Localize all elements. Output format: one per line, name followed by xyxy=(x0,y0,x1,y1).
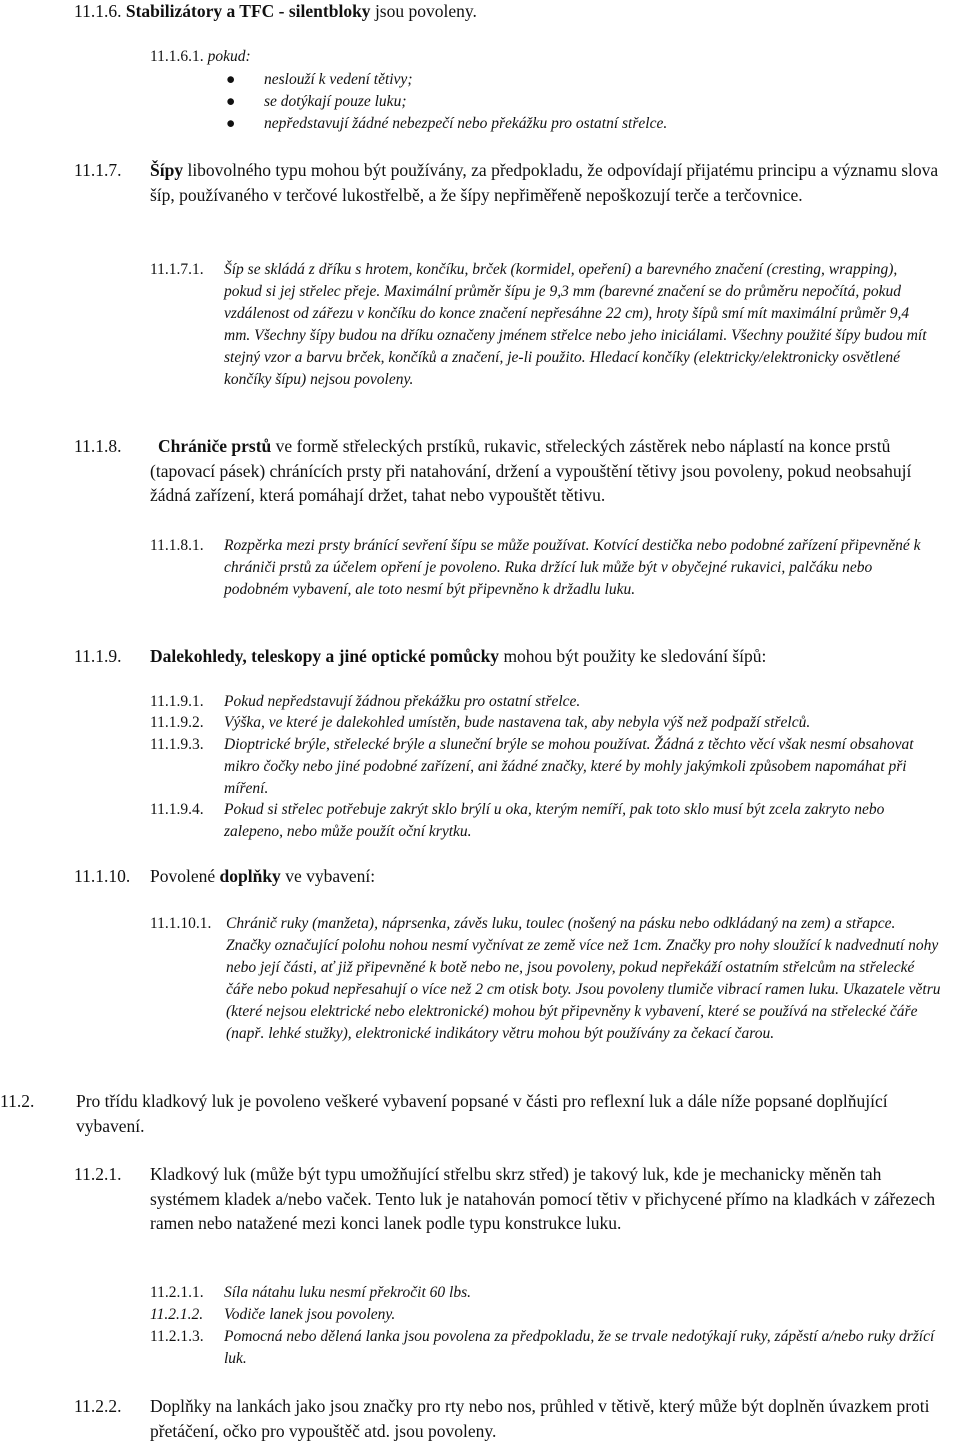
section-number: 11.1.9.4. xyxy=(150,801,204,818)
section-11-2-1-1: Síla nátahu luku nesmí překročit 60 lbs. xyxy=(224,1284,471,1301)
section-number: 11.1.9.2. xyxy=(150,714,204,731)
section-11-1-6-1 xyxy=(150,46,930,68)
section-11-2: Pro třídu kladkový luk je povoleno veškeré vybavení popsané v části pro reflexní luk a dále níže popsané doplňující vybavení. xyxy=(76,1091,888,1136)
section-11-1-10 xyxy=(150,864,950,889)
section-text: jsou povoleny. xyxy=(370,1,477,21)
section-11-1-10-1: Chránič ruky (manžeta), náprsenka, závěs luku, toulec (nošený na pásku nebo odkládaný na zem) a střapce. Značky označující polohu nohou nesmí vyčnívat ze země více než 1cm. Značky pro nohy sloužící k nadvednutí nohy nebo její části, ať již připevněné k botě nebo ne, jsou povoleny, pokud nepřekáží ostatním střelcům na střelecké čáře nebo pokud nepřesahují o více než 2 cm otisk boty. Jsou povoleny tlumiče vibrací ramen luku. Ukazatele větru (které nejsou elektrické nebo elektronické) mohou být připevněny k vybavení, které se používá na střelecké čáře (např. lehké stužky), elektronické indikátory větru mohou být používány za čekací čarou. xyxy=(226,915,941,1042)
section-heading: Chrániče prstů xyxy=(158,436,272,456)
bullet-icon: ● xyxy=(226,71,236,88)
section-number: 11.1.6.1. xyxy=(150,48,204,65)
section-11-1-9-2: Výška, ve které je dalekohled umístěn, bude nastavena tak, aby nebyla výš než podpaží střelců. xyxy=(224,714,811,731)
bullet-list xyxy=(226,69,924,135)
section-11-1-9-1: Pokud nepředstavují žádnou překážku pro ostatní střelce. xyxy=(224,693,581,710)
section-11-2-1: Kladkový luk (může být typu umožňující střelbu skrz střed) je takový luk, kde je mechanicky měněn tah systémem kladek a/nebo vaček. Tento luk je natahován pomocí tětiv v přichycené přímo na kladkách v zářezech ramen nebo natažené mezi konci lanek podle typu konstrukce luku. xyxy=(150,1164,936,1233)
section-number: 11.2.2. xyxy=(74,1396,122,1416)
section-heading: Dalekohledy, teleskopy a jiné optické pomůcky xyxy=(150,646,500,666)
section-11-2-1-3: Pomocná nebo dělená lanka jsou povolena za předpokladu, že se trvale nedotýkají ruky, zápěstí a/nebo ruky držící luk. xyxy=(224,1328,935,1367)
section-11-1-6 xyxy=(74,0,934,24)
section-11-1-8-1: Rozpěrka mezi prsty bránící sevření šípu se může používat. Kotvící destička nebo podobné zařízení připevněné k chrániči prstů za účelem opření je povoleno. Ruka držící luk může být v obyčejné rukavici, palčáku nebo podobném vybavení, ale toto nesmí být připevněno k držadlu luku. xyxy=(224,537,921,598)
section-11-1-9-4: Pokud si střelec potřebuje zakrýt sklo brýlí u oka, kterým nemíří, pak toto sklo musí být zcela zakryto nebo zalepeno, nebo může použít oční krytku. xyxy=(224,801,885,840)
section-text: pokud: xyxy=(207,48,251,65)
list-item: ● neslouží k vedení tětivy; xyxy=(264,69,924,91)
section-number: 11.1.7. xyxy=(74,160,122,180)
list-item: ● se dotýkají pouze luku; xyxy=(264,91,924,113)
section-number: 11.2.1. xyxy=(74,1164,122,1184)
section-text: libovolného typu mohou být používány, za předpokladu, že odpovídají přijatému principu a významu slova šíp, používaného v terčové lukostřelbě, a že šípy nepřiměřeně nepoškozují terče a terčovnice. xyxy=(150,160,939,205)
section-number: 11.2.1.3. xyxy=(150,1328,204,1345)
section-heading: Stabilizátory a TFC - silentbloky xyxy=(125,1,371,21)
section-text: Povolené xyxy=(150,866,220,886)
section-number: 11.2.1.1. xyxy=(150,1284,204,1301)
section-number: 11.1.8. xyxy=(74,436,122,456)
section-number: 11.1.7.1. xyxy=(150,261,204,278)
section-number: 11.2.1.2. xyxy=(150,1306,204,1323)
section-11-1-8 xyxy=(150,434,950,508)
section-11-2-1-2: Vodiče lanek jsou povoleny. xyxy=(224,1306,396,1323)
section-number: 11.1.8.1. xyxy=(150,537,204,554)
section-text: ve vybavení: xyxy=(280,866,376,886)
section-11-1-7 xyxy=(150,158,950,207)
section-11-2-2: Doplňky na lankách jako jsou značky pro rty nebo nos, průhled v tětivě, který může být doplněn úvazkem proti přetáčení, očko pro vypouštěč atd. jsou povoleny. xyxy=(150,1396,930,1441)
section-number: 11.2. xyxy=(0,1091,35,1111)
section-number: 11.1.9. xyxy=(74,646,122,666)
section-number: 11.1.9.1. xyxy=(150,693,204,710)
section-text: ve formě střeleckých prstíků, rukavic, střeleckých zástěrek nebo náplastí na konce prstů (tapovací pásek) chránících prsty při natahování, držení a vypouštění tětivy jsou povoleny, pokud neobsahují žádná zařízení, která pomáhají držet, tahat nebo vypouštět tětivu. xyxy=(150,436,912,505)
bullet-icon: ● xyxy=(226,93,236,110)
section-number: 11.1.9.3. xyxy=(150,736,204,753)
list-item: ● nepředstavují žádné nebezpečí nebo překážku pro ostatní střelce. xyxy=(264,113,924,135)
section-text: mohou být použity ke sledování šípů: xyxy=(499,646,767,666)
bullet-icon: ● xyxy=(226,115,236,132)
section-number: 11.1.10.1. xyxy=(150,915,212,932)
section-heading: Šípy xyxy=(150,160,184,180)
section-11-1-7-1: Šíp se skládá z dříku s hrotem, končíku, brček (kormidel, opeření) a barevného značení (cresting, wrapping), pokud si jej střelec přeje. Maximální průměr šípu je 9,3 mm (barevné značení se do průměru nepočítá, pokud vzdálenost od zářezu v končíku do konce značení nepřesáhne 22 cm), hroty šípů smí mít maximální průměr 9,4 mm. Všechny šípy budou na dříku označeny jménem střelce nebo jeho iniciálami. Všechny použité šípy budou mít stejný vzor a barvu brček, končíků a značení, je-li použito. Hledací končíky (elektricky/elektronicky osvětlené končíky šípu) nejsou povoleny. xyxy=(224,261,927,388)
section-number: 11.1.10. xyxy=(74,866,131,886)
section-11-1-9-3: Dioptrické brýle, střelecké brýle a sluneční brýle se mohou používat. Žádná z těchto věcí však nesmí obsahovat mikro čočky nebo jiné podobné zařízení, ani žádné značky, které by mohly jakýmkoli způsobem napomáhat při míření. xyxy=(224,736,914,797)
section-heading: doplňky xyxy=(219,866,281,886)
section-11-1-9 xyxy=(150,644,950,669)
section-number: 11.1.6. xyxy=(74,1,122,21)
